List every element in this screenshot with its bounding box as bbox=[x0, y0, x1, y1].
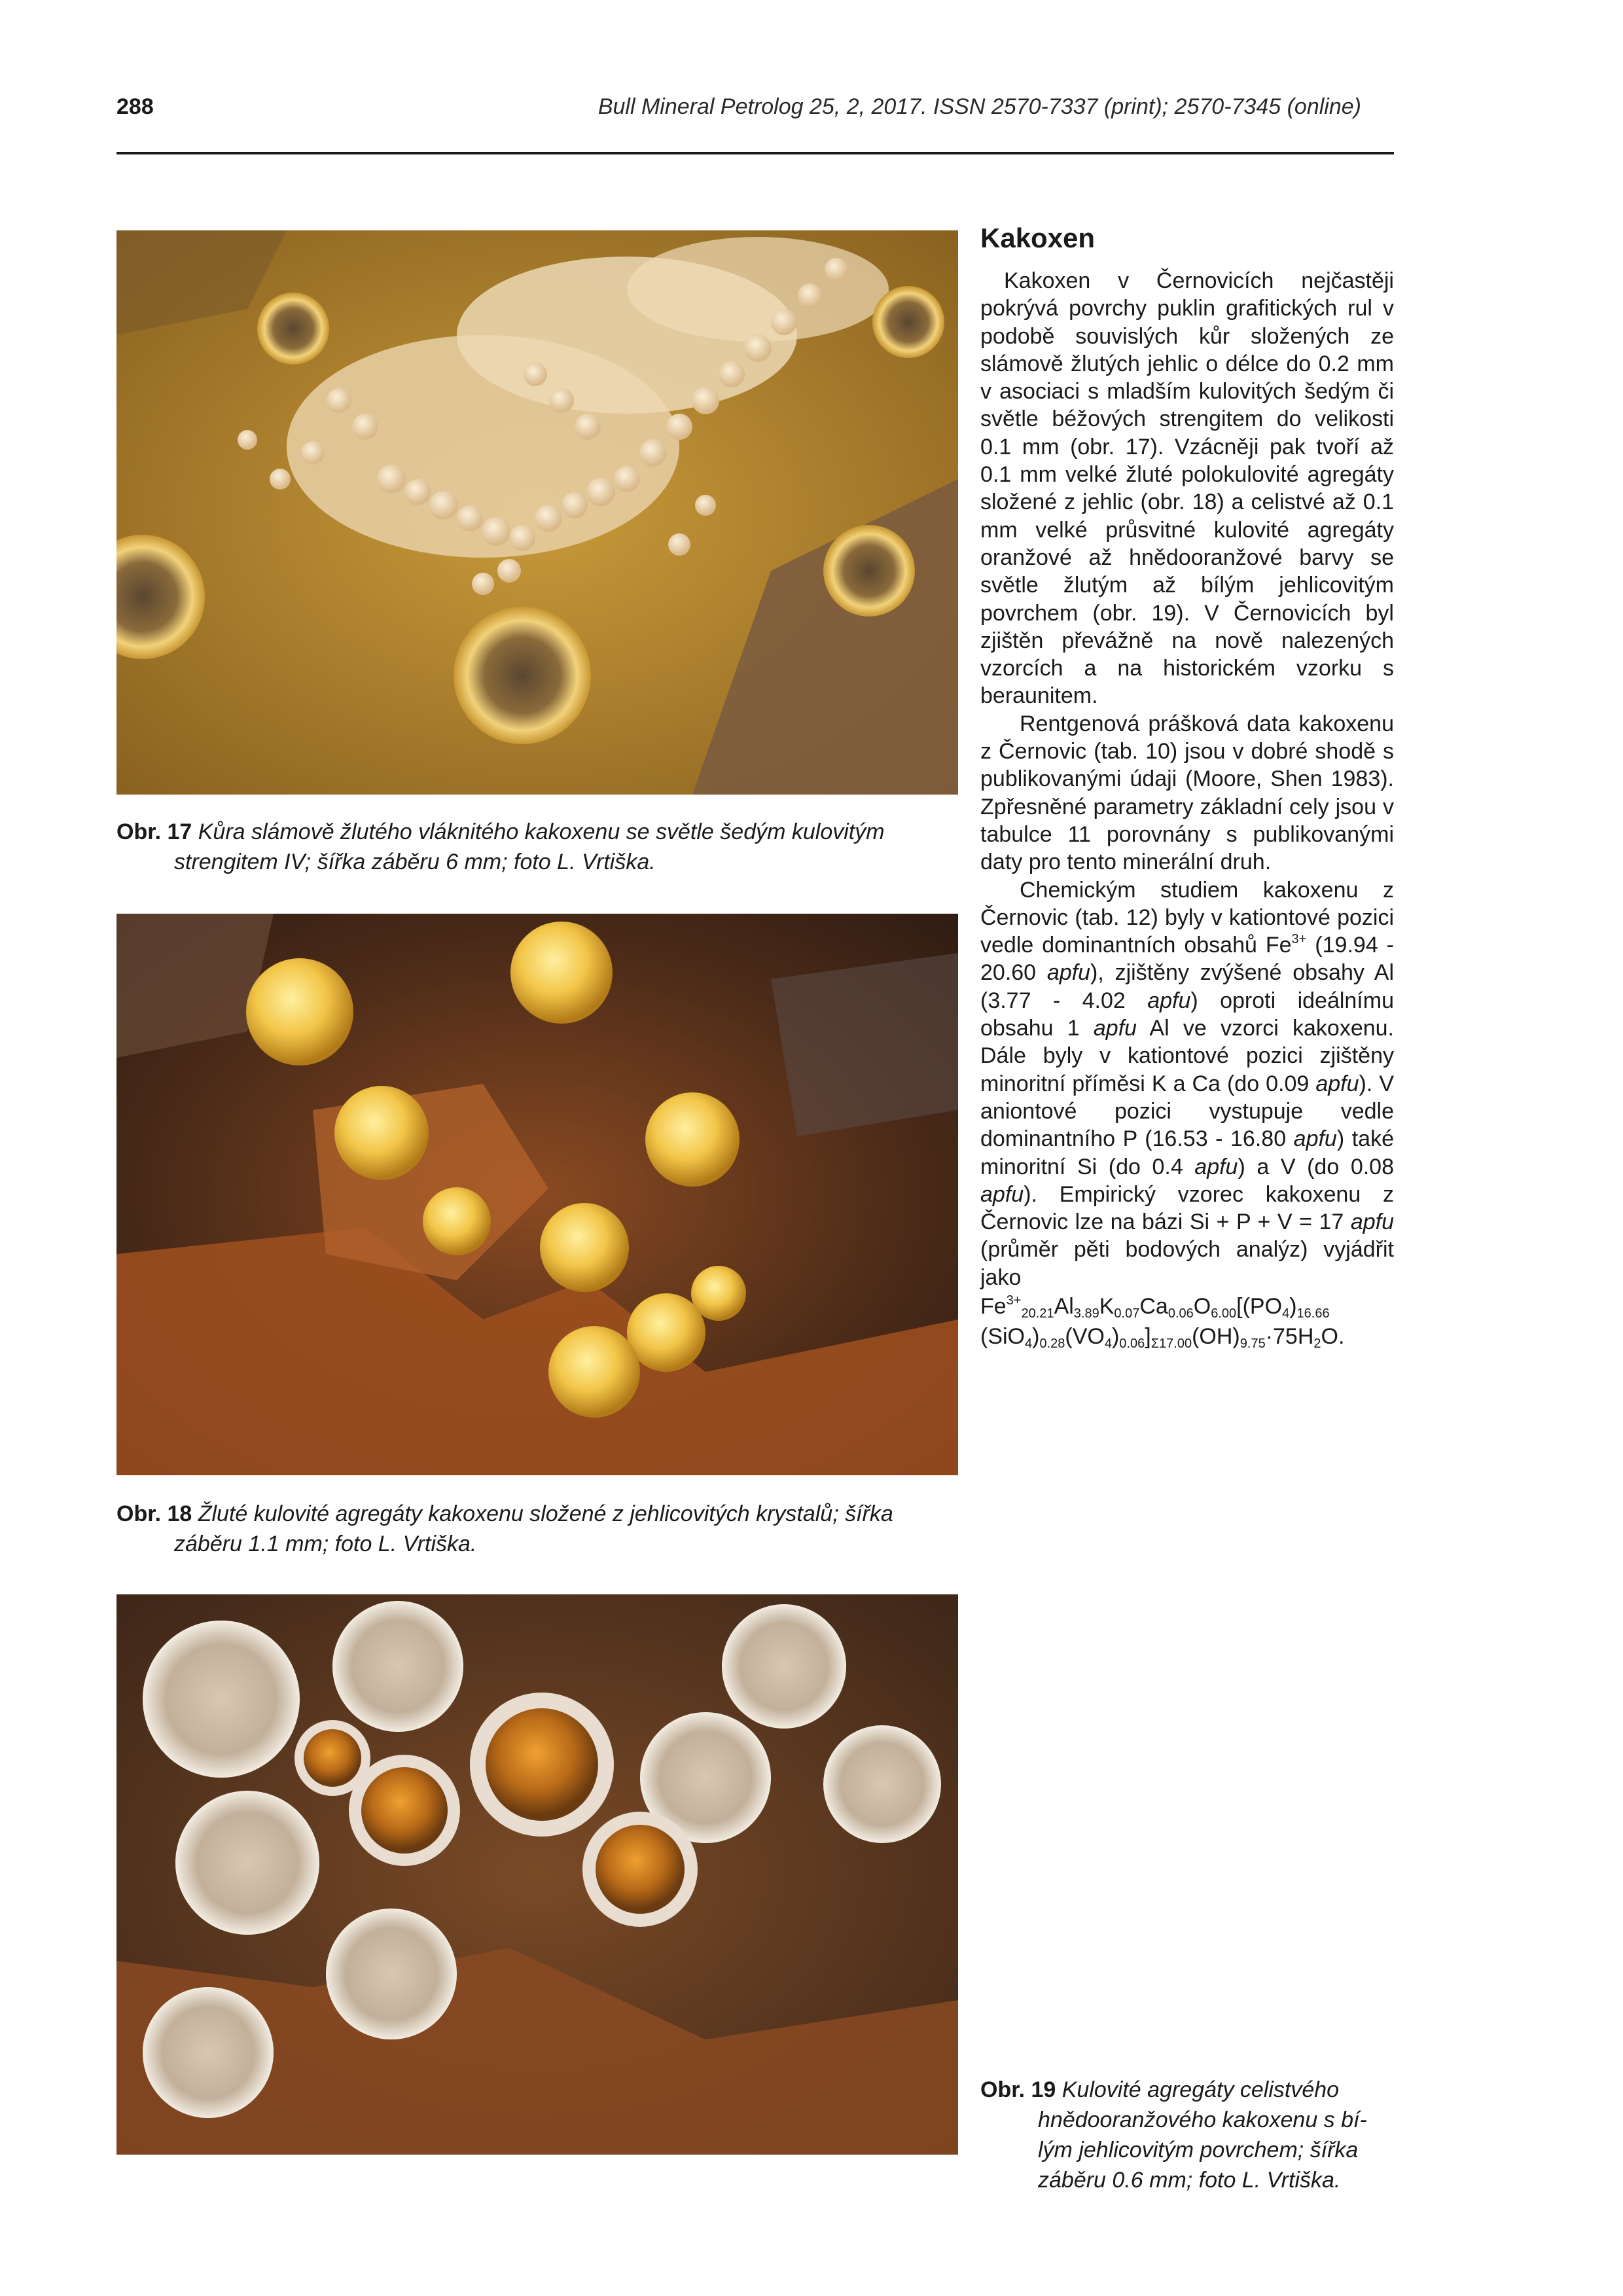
formula-po4-count: 16.66 bbox=[1296, 1306, 1330, 1321]
figure-19-caption-line2: hnědooranžového kakoxenu s bí- bbox=[1038, 2108, 1367, 2132]
p3-apfu-2: apfu bbox=[1147, 988, 1191, 1013]
p3-text-b: (19.94 - 20.60 bbox=[980, 933, 1394, 986]
figure-18-caption-line2: záběru 1.1 mm; foto L. Vrtiška. bbox=[174, 1532, 477, 1556]
formula-sio4-close: ) bbox=[1032, 1323, 1040, 1349]
paragraph-2: Rentgenová prášková data kakoxenu z Černovic (tab. 10) jsou v dobré shodě s publikovanými údaji (Moore, Shen 1983). Zpřesněné parametry základní cely jsou v tabulce 11 porovnány s publikovanými daty pro tento minerální druh. bbox=[980, 711, 1394, 875]
p3-text-j: (průměr pěti bodových analýz) vyjádřit jako bbox=[980, 1237, 1394, 1290]
p3-fe-sup: 3+ bbox=[1291, 932, 1307, 947]
running-head: Bull Mineral Petrolog 25, 2, 2017. ISSN 2570-7337 (print); 2570-7345 (online) bbox=[597, 94, 1361, 119]
figure-18-caption-line1: Žluté kulovité agregáty kakoxenu složené z jehlicovitých krystalů; šířka bbox=[198, 1501, 893, 1526]
formula-fe: Fe bbox=[980, 1293, 1007, 1319]
p3-apfu-5: apfu bbox=[1293, 1126, 1337, 1152]
formula-al-sub: 3.89 bbox=[1073, 1306, 1099, 1321]
figure-19-photo bbox=[116, 1594, 958, 2155]
page-number: 288 bbox=[116, 94, 154, 119]
p3-text-d: ) oproti ideálnímu obsahu 1 bbox=[980, 988, 1394, 1041]
paragraph-1: Kakoxen v Černovicích nejčastěji pokrývá povrchy puklin grafitických rul v podobě souvislých kůr složených ze slámově žlutých jehlic o délce do 0.2 mm v asociaci s mladším kulovitých šedým či světle béžových strengitem do velikosti 0.1 mm (obr. 17). Vzácněji pak tvoří až 0.1 mm velké žluté polokulovité agregáty složené z jehlic (obr. 18) a celistvé až 0.1 mm velké průsvitné kulovité agregáty oranžové až hnědooranžové barvy se světle žlutým až bílým jehlicovitým povrchem (obr. 19). V Černovicích byl zjištěn převážně na nově nalezených vzorcích a na historickém vzorku s beraunitem. bbox=[980, 268, 1394, 709]
figure-17-label: Obr. 17 bbox=[116, 819, 192, 844]
formula-vo4-count: 0.06 bbox=[1119, 1336, 1145, 1351]
p3-apfu-6: apfu bbox=[1194, 1154, 1238, 1179]
formula-water-end: O. bbox=[1321, 1323, 1345, 1349]
formula-sio4-open: (SiO bbox=[980, 1323, 1025, 1349]
p3-apfu-1: apfu bbox=[1046, 960, 1091, 986]
p3-text-i: ). Empirický vzorec kakoxenu z Černovic lze na bázi Si + P + V = 17 bbox=[980, 1181, 1394, 1235]
formula-po4-open: [(PO bbox=[1236, 1293, 1283, 1319]
formula-o: O bbox=[1193, 1293, 1211, 1319]
p3-text-e: Al ve vzorci kakoxenu. Dále byly v kationtové pozici zjištěny minoritní příměsi K a Ca (do 0.09 bbox=[980, 1016, 1394, 1096]
figure-17-caption-line1: Kůra slámově žlutého vláknitého kakoxenu se světle šedým kulovitým bbox=[198, 819, 885, 844]
formula-water: ·75H bbox=[1265, 1323, 1314, 1349]
formula-vo4-open: (VO bbox=[1065, 1323, 1105, 1349]
figure-18-label: Obr. 18 bbox=[116, 1501, 192, 1526]
p3-text-c: ), zjištěny zvýšené obsahy Al (3.77 - 4.02 bbox=[980, 960, 1394, 1013]
figure-19-caption bbox=[980, 2075, 1399, 2195]
figure-19-label: Obr. 19 bbox=[980, 2077, 1056, 2102]
header-rule bbox=[116, 152, 1394, 154]
formula-vo4-sub: 4 bbox=[1104, 1336, 1112, 1351]
section-title: Kakoxen bbox=[980, 223, 1096, 253]
formula-oh: (OH) bbox=[1192, 1323, 1240, 1349]
figure-18-photo bbox=[116, 914, 958, 1475]
formula-sio4-sub: 4 bbox=[1025, 1336, 1033, 1351]
formula-po4-sub: 4 bbox=[1282, 1306, 1290, 1321]
p3-text-h: ) a V (do 0.08 bbox=[1238, 1154, 1394, 1179]
figure-19-caption-line4: záběru 0.6 mm; foto L. Vrtiška. bbox=[1038, 2168, 1341, 2193]
formula-oh-sub: 9.75 bbox=[1240, 1336, 1266, 1351]
p3-apfu-7: apfu bbox=[980, 1181, 1024, 1207]
figure-17-photo bbox=[116, 230, 958, 795]
p3-apfu-4: apfu bbox=[1315, 1071, 1359, 1096]
formula-water-sub: 2 bbox=[1313, 1336, 1321, 1351]
p3-text-g: ) také minoritní Si (do 0.4 bbox=[980, 1126, 1394, 1179]
formula-k: K bbox=[1099, 1293, 1115, 1319]
empirical-formula bbox=[980, 1291, 1394, 1352]
formula-fe-sub: 20.21 bbox=[1021, 1306, 1054, 1321]
p3-apfu-3: apfu bbox=[1093, 1016, 1137, 1041]
figure-18-caption bbox=[116, 1499, 967, 1559]
formula-bracket-close: ] bbox=[1145, 1323, 1151, 1349]
formula-al: Al bbox=[1054, 1293, 1074, 1319]
figure-17-caption-line2: strengitem IV; šířka záběru 6 mm; foto L. Vrtiška. bbox=[174, 850, 656, 874]
p3-text-f: ). V aniontové pozici vystupuje vedle dominantního P (16.53 - 16.80 bbox=[980, 1071, 1394, 1152]
formula-fe-sup: 3+ bbox=[1006, 1293, 1022, 1308]
body-text-column bbox=[980, 267, 1394, 1352]
figure-19-caption-line1: Kulovité agregáty celistvého bbox=[1061, 2077, 1340, 2102]
formula-k-sub: 0.07 bbox=[1114, 1306, 1140, 1321]
figure-19-caption-line3: lým jehlicovitým povrchem; šířka bbox=[1038, 2138, 1359, 2162]
paragraph-3 bbox=[980, 876, 1394, 1291]
figure-17-caption bbox=[116, 817, 961, 877]
p3-apfu-8: apfu bbox=[1350, 1210, 1394, 1235]
formula-po4-close: ) bbox=[1289, 1293, 1297, 1319]
p3-text-a: Chemickým studiem kakoxenu z Černovic (tab. 12) byly v kationtové pozici vedle dominantních obsahů Fe bbox=[980, 877, 1394, 958]
formula-ca-sub: 0.06 bbox=[1168, 1306, 1194, 1321]
formula-o-sub: 6.00 bbox=[1211, 1306, 1237, 1321]
formula-sigma-sub: Σ17.00 bbox=[1150, 1336, 1192, 1351]
formula-sio4-count: 0.28 bbox=[1039, 1336, 1065, 1351]
formula-ca: Ca bbox=[1139, 1293, 1168, 1319]
formula-vo4-close: ) bbox=[1111, 1323, 1120, 1349]
